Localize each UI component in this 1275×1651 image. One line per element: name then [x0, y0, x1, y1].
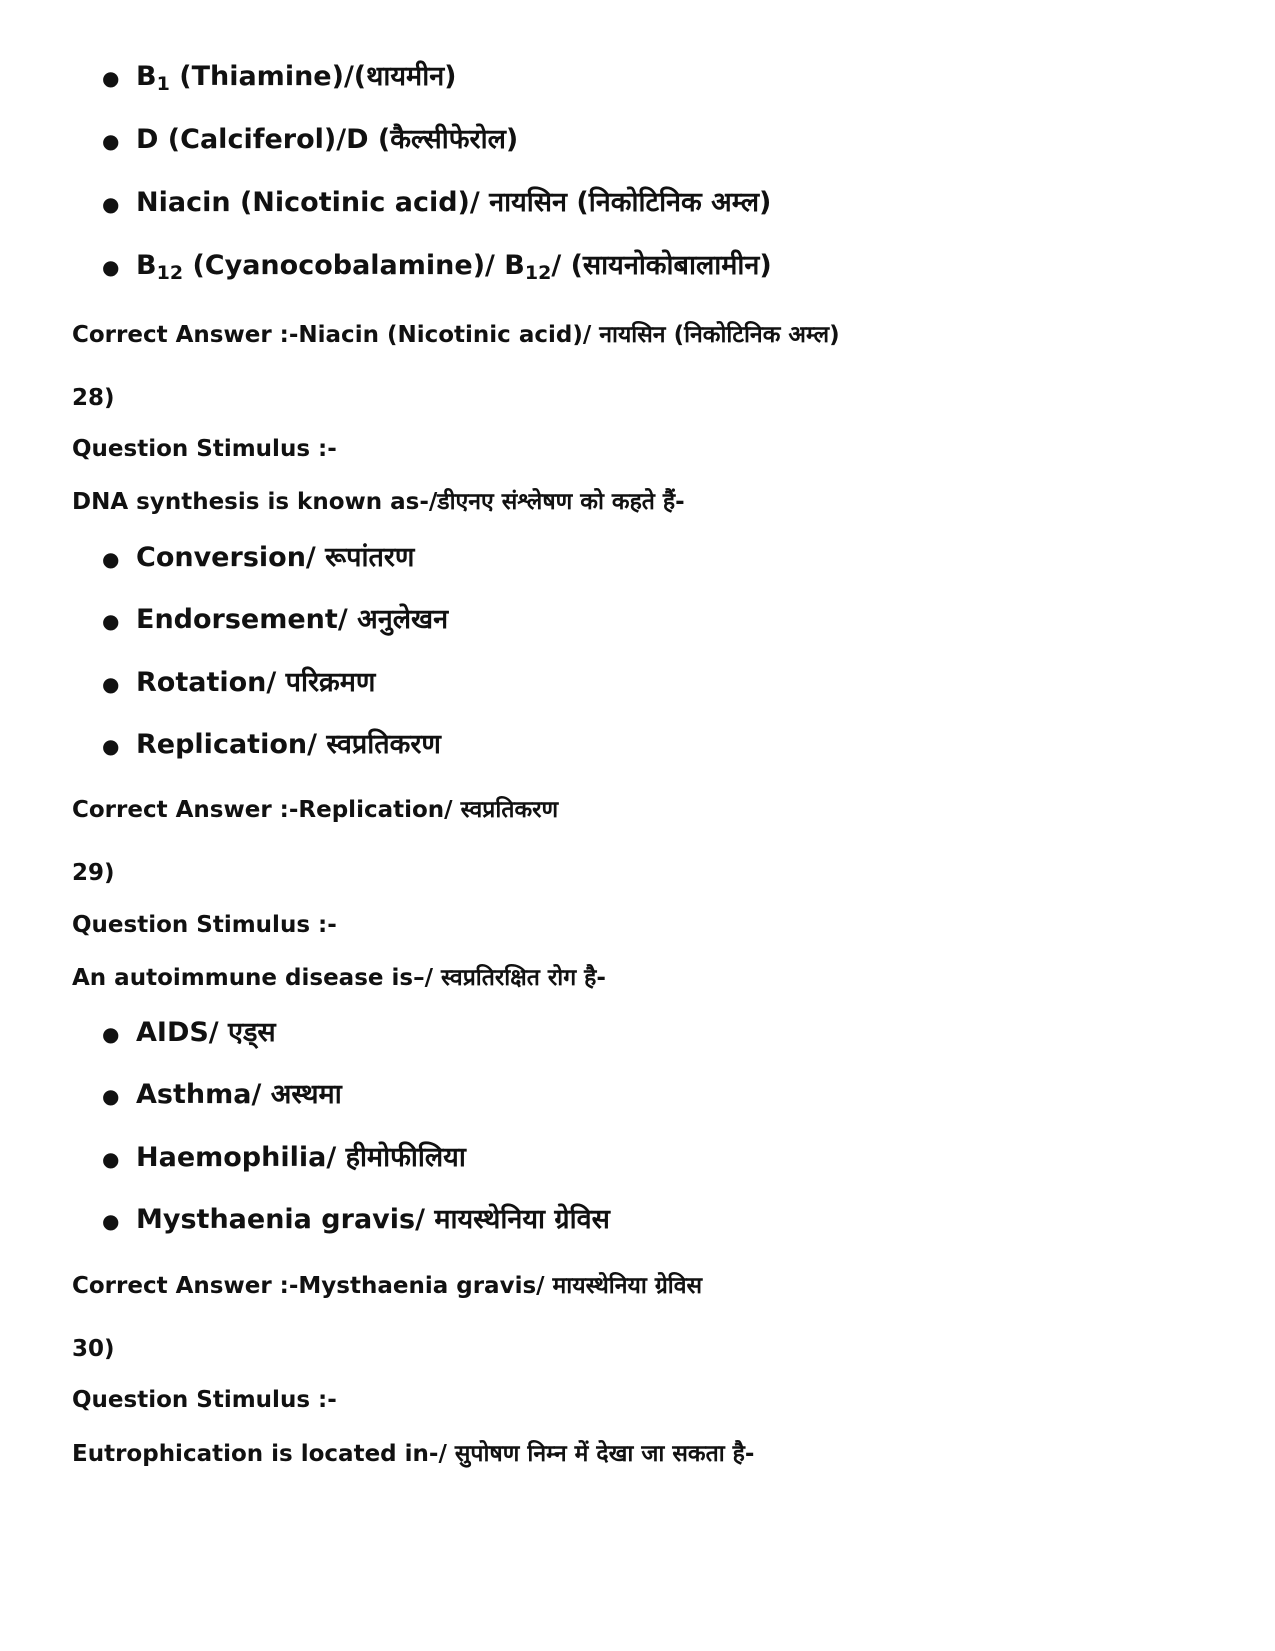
q28-option-1: ● Conversion/ रूपांतरण — [102, 541, 414, 576]
q29-option-2: ● Asthma/ अस्थमा — [102, 1078, 342, 1113]
q29-question-text: An autoimmune disease is–/ स्वप्रतिरक्षित रोग है- — [72, 965, 606, 991]
bullet-icon: ● — [102, 1146, 120, 1171]
q28-stimulus-label: Question Stimulus :- — [72, 436, 337, 462]
bullet-icon: ● — [102, 128, 120, 153]
q27-option-4: ● $B_{12}$ (Cyanocobalamine)/ $B_{12}/$ (सायनोकोबालामीन) — [102, 250, 772, 284]
q30-question-text: Eutrophication is located in-/ सुपोषण निम्न में देखा जा सकता है- — [72, 1441, 755, 1467]
bullet-icon: ● — [102, 191, 120, 216]
q29-number: 29) — [72, 860, 115, 886]
q29-stimulus-label: Question Stimulus :- — [72, 912, 337, 938]
q27-correct-answer: Correct Answer :-Niacin (Nicotinic acid)/ नायसिन (निकोटिनिक अम्ल) — [72, 322, 840, 348]
bullet-icon: ● — [102, 65, 120, 90]
bullet-icon: ● — [102, 1021, 120, 1046]
q30-stimulus-label: Question Stimulus :- — [72, 1387, 337, 1413]
q28-number: 28) — [72, 385, 115, 411]
q30-number: 30) — [72, 1336, 115, 1362]
bullet-icon: ● — [102, 608, 120, 633]
q28-correct-answer: Correct Answer :-Replication/ स्वप्रतिकरण — [72, 797, 559, 823]
bullet-icon: ● — [102, 1208, 120, 1233]
bullet-icon: ● — [102, 1083, 120, 1108]
q27-option-3: ● Niacin (Nicotinic acid)/ नायसिन (निकोटिनिक अम्ल) — [102, 186, 771, 221]
q29-option-3: ● Haemophilia/ हीमोफीलिया — [102, 1141, 466, 1176]
q28-option-3: ● Rotation/ परिक्रमण — [102, 666, 375, 701]
bullet-icon: ● — [102, 733, 120, 758]
q28-question-text: DNA synthesis is known as-/डीएनए संश्लेषण को कहते हैं- — [72, 489, 685, 515]
q29-correct-answer: Correct Answer :-Mysthaenia gravis/ मायस्थेनिया ग्रेविस — [72, 1273, 703, 1299]
q27-option-2: ● D (Calciferol)/D (कैल्सीफेरोल) — [102, 123, 518, 158]
bullet-icon: ● — [102, 546, 120, 571]
bullet-icon: ● — [102, 671, 120, 696]
q29-option-1: ● AIDS/ एड्स — [102, 1016, 276, 1051]
q28-option-2: ● Endorsement/ अनुलेखन — [102, 603, 448, 638]
q28-option-4: ● Replication/ स्वप्रतिकरण — [102, 728, 441, 763]
q29-option-4: ● Mysthaenia gravis/ मायस्थेनिया ग्रेविस — [102, 1203, 610, 1238]
q27-option-1: ● $B_1$ (Thiamine)/(थायमीन) — [102, 61, 457, 95]
bullet-icon: ● — [102, 254, 120, 279]
